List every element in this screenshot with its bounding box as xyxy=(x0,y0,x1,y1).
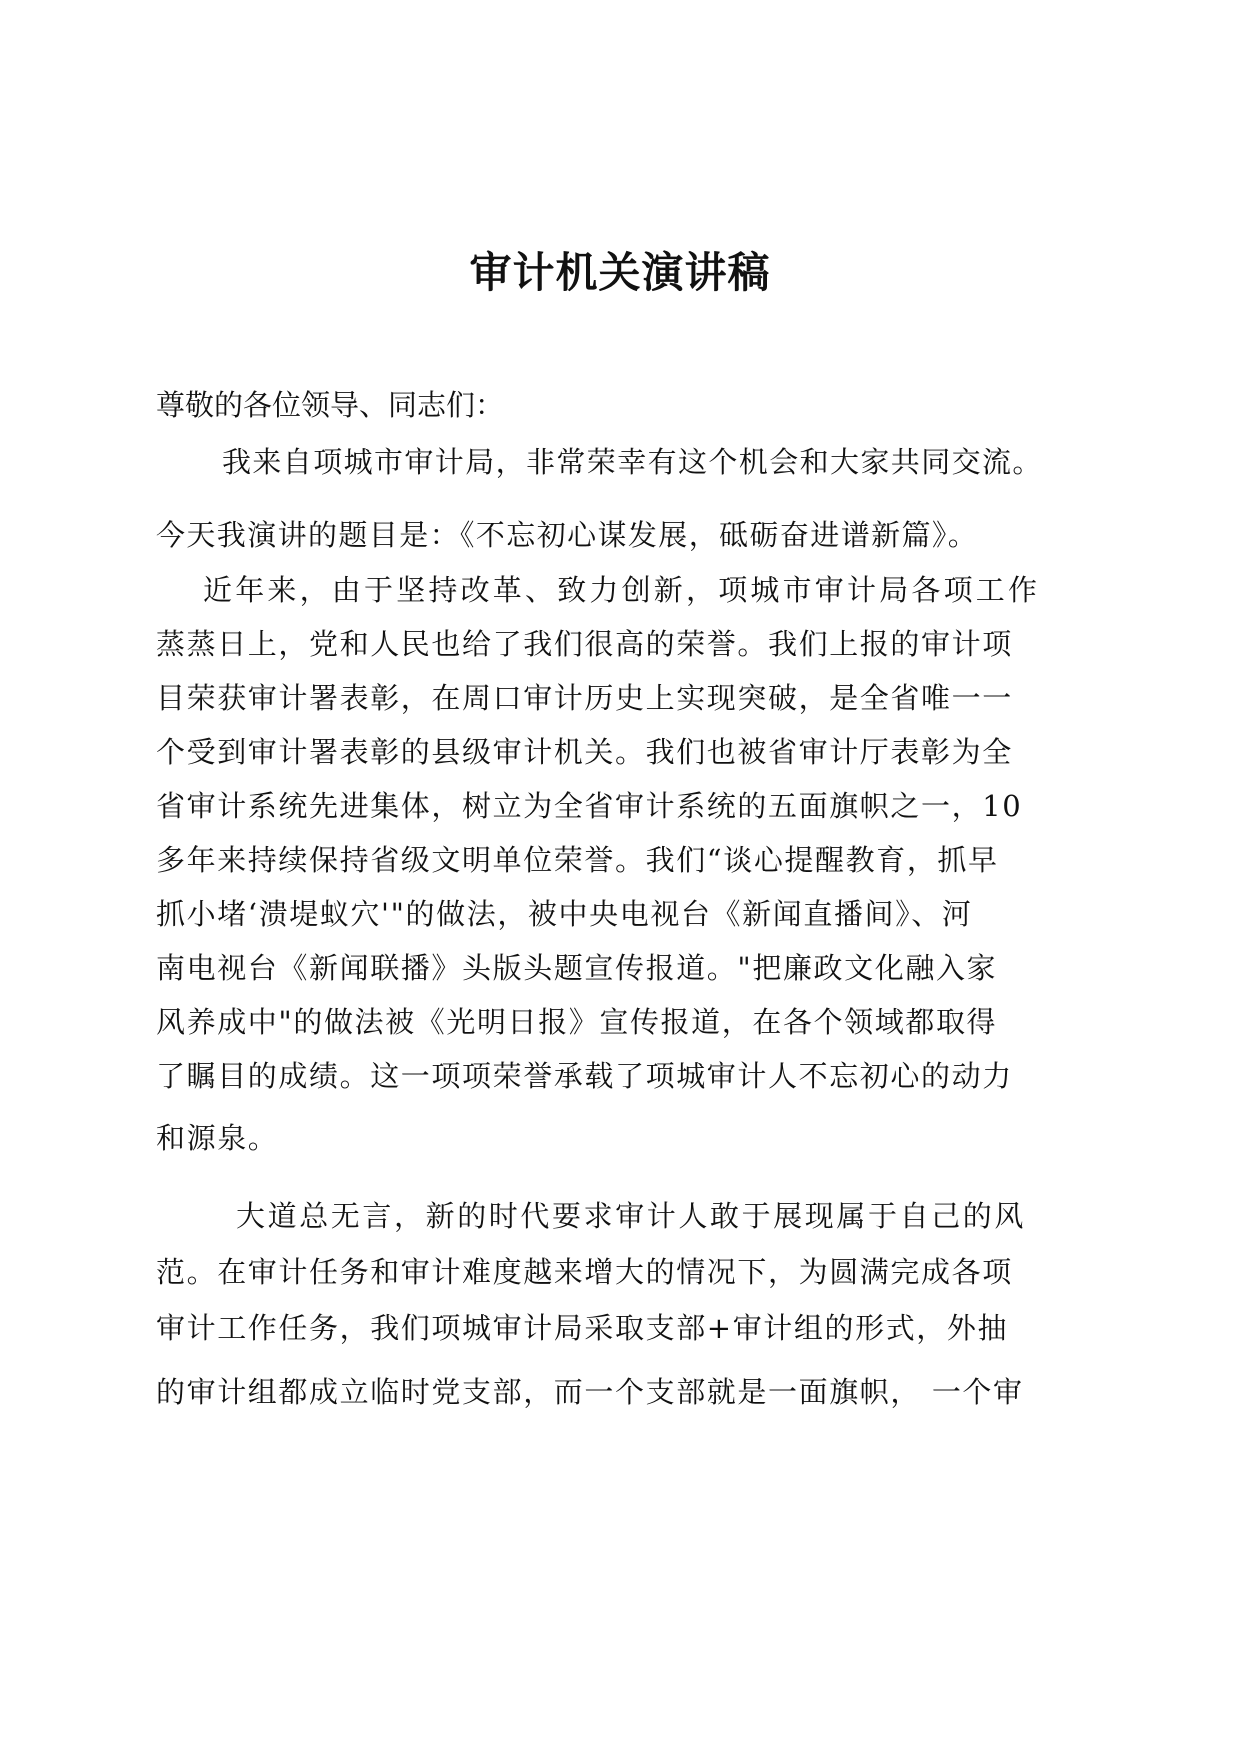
paragraph-line: 多年来持续保持省级文明单位荣誉。我们“谈心提醒教育，抓早 xyxy=(156,843,999,877)
paragraph-line: 个受到审计署表彰的县级审计机关。我们也被省审计厅表彰为全 xyxy=(156,735,1013,769)
paragraph-line: 和源泉。 xyxy=(156,1121,279,1155)
paragraph-line: 近年来，由于坚持改革、致力创新，项城市审计局各项工作 xyxy=(203,573,1041,607)
paragraph-line: 审计工作任务，我们项城审计局采取支部+审计组的形式，外抽 xyxy=(156,1311,1009,1345)
paragraph-line: 范。在审计任务和审计难度越来增大的情况下，为圆满完成各项 xyxy=(156,1255,1013,1289)
paragraph-line: 抓小堵‘溃堤蚁穴'"的做法，被中央电视台《新闻直播间》、河 xyxy=(156,897,973,931)
salutation: 尊敬的各位领导、同志们： xyxy=(156,388,505,422)
paragraph-line: 目荣获审计署表彰，在周口审计历史上实现突破，是全省唯一一 xyxy=(156,681,1013,715)
paragraph-line: 蒸蒸日上，党和人民也给了我们很高的荣誉。我们上报的审计项 xyxy=(156,627,1013,661)
paragraph-line: 了瞩目的成绩。这一项项荣誉承载了项城审计人不忘初心的动力 xyxy=(156,1059,1013,1093)
paragraph-line: 省审计系统先进集体，树立为全省审计系统的五面旗帜之一，10 xyxy=(156,789,1023,823)
intro-line-2: 今天我演讲的题目是：《不忘初心谋发展，砥砺奋进谱新篇》。 xyxy=(156,518,979,552)
paragraph-line: 的审计组都成立临时党支部，而一个支部就是一面旗帜， 一个审 xyxy=(156,1375,1024,1409)
paragraph-line: 风养成中"的做法被《光明日报》宣传报道，在各个领域都取得 xyxy=(156,1005,998,1039)
paragraph-line: 大道总无言，新的时代要求审计人敢于展现属于自己的风 xyxy=(236,1199,1027,1233)
intro-line-1: 我来自项城市审计局，非常荣幸有这个机会和大家共同交流。 xyxy=(222,445,1043,479)
paragraph-line: 南电视台《新闻联播》头版头题宣传报道。"把廉政文化融入家 xyxy=(156,951,998,985)
page-title: 审计机关演讲稿 xyxy=(469,248,771,297)
